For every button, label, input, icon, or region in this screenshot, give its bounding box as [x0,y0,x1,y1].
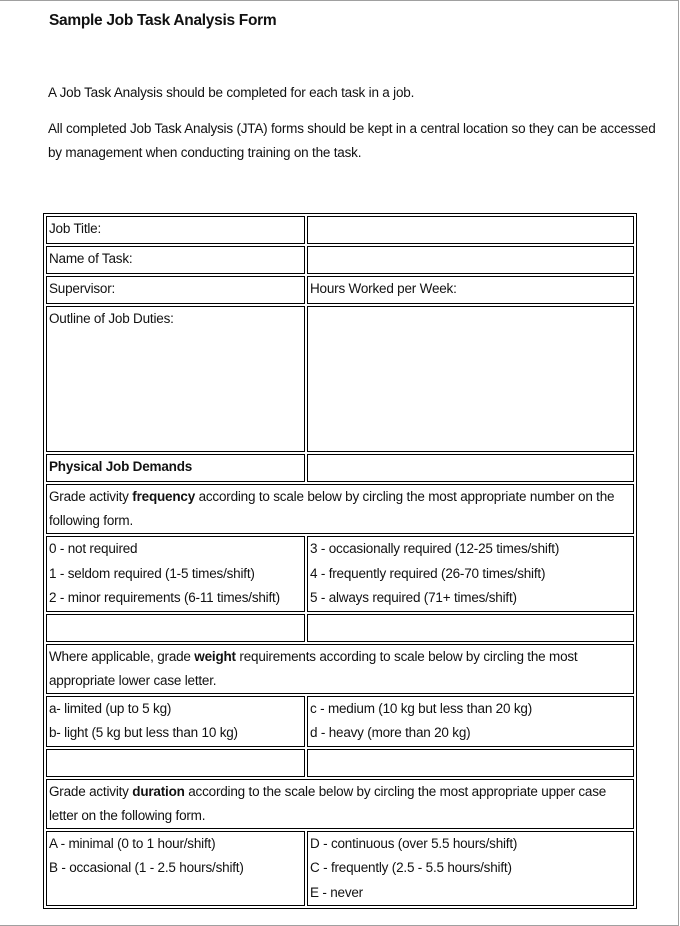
duration-keyword: duration [132,783,185,799]
physical-demands-label: Physical Job Demands [49,459,193,474]
weight-answer-left[interactable] [46,749,305,777]
weight-keyword: weight [194,648,236,664]
task-name-field[interactable] [307,246,634,274]
physical-demands-heading [46,454,305,482]
job-duties-label: Outline of Job Duties: [46,306,305,452]
table-row [46,216,634,244]
frequency-option-1: 1 - seldom required (1-5 times/shift) [49,565,255,581]
supervisor-field[interactable]: Supervisor: [46,276,305,304]
frequency-answer-left[interactable] [46,614,305,642]
frequency-option-0: 0 - not required [49,541,138,556]
table-row [46,749,634,777]
instruction-text: according to the scale below by circling the most appropriate upper case letter on the following form. [49,783,607,823]
weight-option-c: c - medium (10 kg but less than 20 kg) [310,700,533,716]
page-title: Sample Job Task Analysis Form [49,12,277,29]
weight-option-a: a- limited (up to 5 kg) [49,700,172,716]
duration-option-d: D - continuous (over 5.5 hours/shift) [310,835,518,851]
frequency-option-5: 5 - always required (71+ times/shift) [310,590,517,605]
frequency-scale-left [46,536,305,612]
intro-line-1: A Job Task Analysis should be completed for each task in a job. [48,85,415,100]
intro-line-2: All completed Job Task Analysis (JTA) forms should be kept in a central location so they can be accessed by management when conducting training on the task. [48,121,656,160]
weight-option-b: b- light (5 kg but less than 10 kg) [49,725,238,740]
table-row [46,276,634,304]
duration-option-b: B - occasional (1 - 2.5 hours/shift) [49,860,244,875]
weight-scale-right [307,696,634,747]
weight-option-d: d - heavy (more than 20 kg) [310,725,471,740]
table-row [46,644,634,694]
frequency-keyword: frequency [132,489,196,504]
job-duties-field[interactable] [307,306,634,452]
frequency-scale-right [307,536,634,612]
duration-scale-right [307,831,634,907]
instruction-text: according to scale below by circling the most appropriate number on the following form. [49,489,615,528]
duration-instructions [46,779,634,829]
duration-option-e: E - never [310,884,363,900]
duration-option-c: C - frequently (2.5 - 5.5 hours/shift) [310,860,512,875]
job-task-analysis-table [43,213,637,909]
instruction-text: Grade activity [49,489,133,504]
table-row [46,484,634,534]
table-row [46,614,634,642]
frequency-answer-right[interactable] [307,614,634,642]
table-row [46,454,634,482]
table-row [46,779,634,829]
instruction-text: Grade activity [49,783,133,799]
instruction-text: Where applicable, grade [49,648,195,664]
weight-instructions [46,644,634,694]
physical-demands-field[interactable] [307,454,634,482]
table-row [46,831,634,907]
task-name-label: Name of Task: [46,246,305,274]
weight-answer-right[interactable] [307,749,634,777]
job-title-label: Job Title: [46,216,305,244]
hours-worked-field[interactable]: Hours Worked per Week: [307,276,634,304]
duration-scale-left [46,831,305,907]
instruction-text: requirements according to scale below by circling the most appropriate lower case letter. [49,648,578,688]
weight-scale-left [46,696,305,747]
table-row [46,306,634,452]
frequency-option-3: 3 - occasionally required (12-25 times/shift) [310,541,560,556]
table-row [46,696,634,747]
job-title-field[interactable] [307,216,634,244]
frequency-option-2: 2 - minor requirements (6-11 times/shift) [49,590,280,605]
frequency-instructions [46,484,634,534]
frequency-option-4: 4 - frequently required (26-70 times/shift) [310,565,546,581]
table-row [46,536,634,612]
table-row [46,246,634,274]
duration-option-a: A - minimal (0 to 1 hour/shift) [49,835,216,851]
